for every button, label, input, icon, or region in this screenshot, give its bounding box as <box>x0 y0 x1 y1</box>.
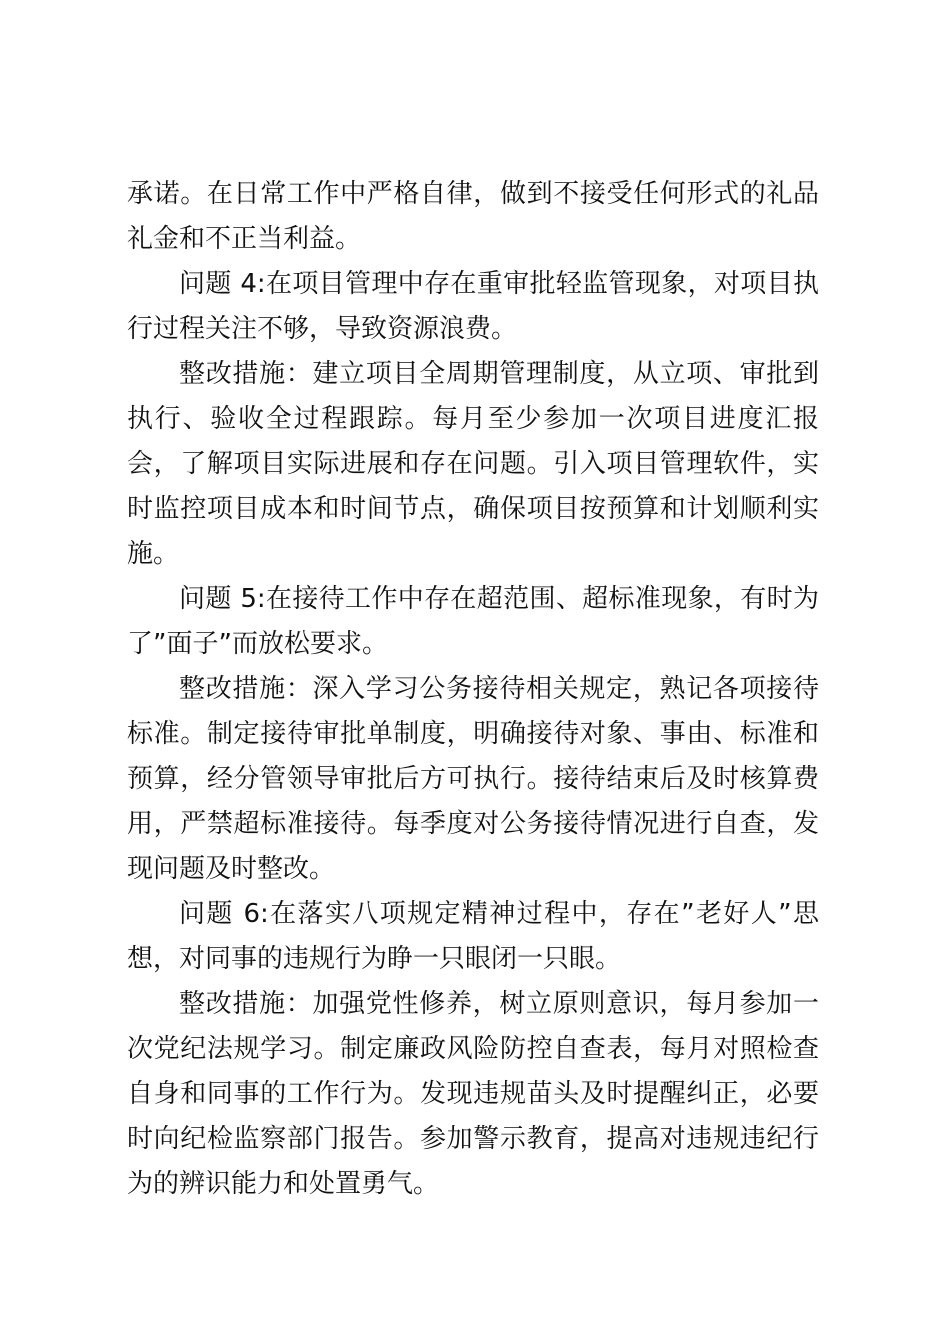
document-body <box>127 172 819 1207</box>
paragraph-measures-5: 整改措施：深入学习公务接待相关规定，熟记各项接待标准。制定接待审批单制度，明确接待对象、事由、标准和预算，经分管领导审批后方可执行。接待结束后及时核算费用，严禁超标准接待。每季度对公务接待情况进行自查，发现问题及时整改。 <box>127 674 819 884</box>
paragraph-issue-4: 问题 4:在项目管理中存在重审批轻监管现象，对项目执行过程关注不够，导致资源浪费。 <box>127 269 819 344</box>
paragraph-measures-6: 整改措施：加强党性修养，树立原则意识，每月参加一次党纪法规学习。制定廉政风险防控自查表，每月对照检查自身和同事的工作行为。发现违规苗头及时提醒纠正，必要时向纪检监察部门报告。参加警示教育，提高对违规违纪行为的辨识能力和处置勇气。 <box>127 989 819 1199</box>
paragraph-continued: 承诺。在日常工作中严格自律，做到不接受任何形式的礼品礼金和不正当利益。 <box>127 179 819 254</box>
paragraph-measures-4: 整改措施：建立项目全周期管理制度，从立项、审批到执行、验收全过程跟踪。每月至少参加一次项目进度汇报会，了解项目实际进展和存在问题。引入项目管理软件，实时监控项目成本和时间节点，确保项目按预算和计划顺利实施。 <box>127 359 819 569</box>
paragraph-issue-6: 问题 6:在落实八项规定精神过程中，存在”老好人”思想，对同事的违规行为睁一只眼闭一只眼。 <box>127 899 819 974</box>
paragraph-issue-5: 问题 5:在接待工作中存在超范围、超标准现象，有时为了”面子”而放松要求。 <box>127 584 819 659</box>
